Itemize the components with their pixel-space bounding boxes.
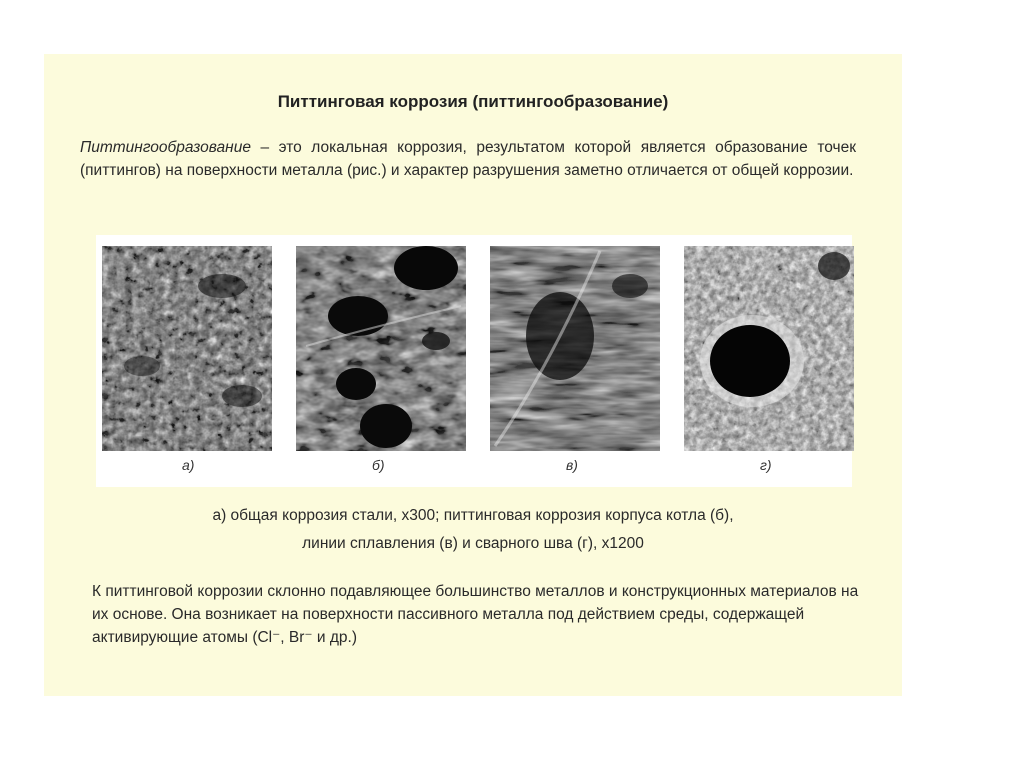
micrograph-a-label: а) (182, 457, 195, 473)
micrograph-b-label: б) (372, 457, 385, 473)
slide (44, 54, 902, 696)
caption-line-2: линии сплавления (в) и сварного шва (г), х1200 (302, 535, 644, 552)
closing-paragraph: К питтинговой коррозии склонно подавляющее большинство металлов и конструкционных материалов на их основе. Она возникает на поверхности пассивного металла под действием среды, содержащей активирующие атомы (Cl⁻, Br⁻ и др.) (92, 583, 859, 646)
micrograph-figure (96, 235, 852, 487)
figure-caption (44, 502, 902, 558)
slide-title: Питтинговая коррозия (питтингообразование) (277, 92, 669, 111)
micrograph-a (102, 246, 272, 451)
micrograph-b (296, 246, 466, 451)
micrograph-c-label: в) (566, 457, 578, 473)
intro-paragraph (80, 136, 856, 182)
caption-line-1: а) общая коррозия стали, х300; питтинговая коррозия корпуса котла (б), (212, 507, 734, 524)
micrograph-d (684, 246, 854, 451)
micrograph-d-label: г) (760, 457, 772, 473)
intro-term: Питтингообразование (80, 139, 251, 156)
intro-text: – это локальная коррозия, результатом которой является образование точек (питтингов) на поверхности металла (рис.) и характер разрушения заметно отличается от общей коррозии. (80, 139, 856, 179)
micrograph-c (490, 246, 660, 451)
